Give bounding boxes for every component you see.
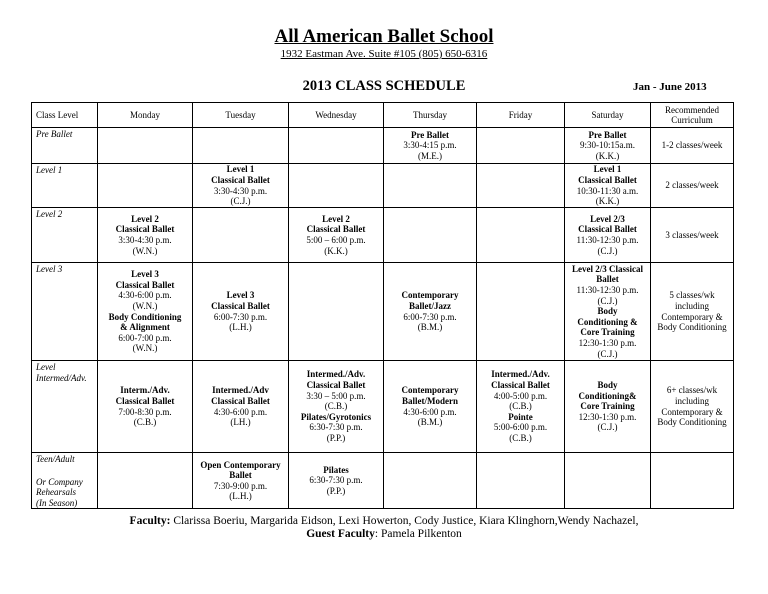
cell-line: 11:30-12:30 p.m. <box>576 285 639 296</box>
cell-line: (C.J.) <box>597 245 618 256</box>
cell-line: Classical Ballet <box>211 395 270 406</box>
cell-line: (C.J.) <box>230 196 251 207</box>
cell-line: (B.M.) <box>417 417 443 428</box>
cell-line: Pilates/Gyrotonics <box>300 411 372 422</box>
schedule-cell <box>289 164 384 208</box>
cell-line: Classical Ballet <box>211 174 270 185</box>
cell-line: (B.M.) <box>417 322 443 333</box>
guest-faculty-line <box>0 528 768 540</box>
cell-line: 11:30-12:30 p.m. <box>576 235 639 245</box>
table-row <box>32 263 734 361</box>
schedule-cell <box>98 208 193 263</box>
cell-line: 5:00-6:00 p.m. <box>493 422 548 433</box>
cell-line: Classical Ballet <box>491 380 550 391</box>
column-header: Monday <box>98 103 193 128</box>
cell-line: 6:00-7:30 p.m. <box>403 311 457 322</box>
table-row <box>32 128 734 164</box>
cell-line: Pre Ballet <box>588 129 627 140</box>
cell-line: 6:30-7:30 p.m. <box>309 475 363 486</box>
schedule-cell <box>384 453 477 509</box>
cell-line: 3:30-4:30 p.m. <box>213 185 268 196</box>
cell-line: Pre Ballet <box>410 129 450 140</box>
guest-faculty-names: : Pamela Pilkenton <box>374 528 462 540</box>
schedule-title: 2013 CLASS SCHEDULE <box>302 78 466 94</box>
class-level-label <box>36 465 96 477</box>
curriculum-cell <box>651 208 734 263</box>
cell-line: Classical Ballet <box>115 224 175 235</box>
cell-line: Conditioning & <box>577 316 638 327</box>
schedule-cell <box>98 361 193 453</box>
schedule-cell <box>565 164 651 208</box>
curriculum-cell <box>651 263 734 361</box>
table-row <box>32 164 734 208</box>
cell-line: Body Conditioning <box>657 417 727 428</box>
schedule-cell <box>193 208 289 263</box>
cell-line: Contemporary <box>401 290 459 301</box>
schedule-cell <box>384 164 477 208</box>
class-level-label: Teen/Adult <box>36 454 75 464</box>
schedule-cell <box>477 263 565 361</box>
schedule-cell <box>477 361 565 453</box>
cell-line: Ballet/Jazz <box>409 300 451 311</box>
schedule-cell <box>98 164 193 208</box>
cell-line: Ballet/Modern <box>402 395 458 406</box>
school-title: All American Ballet School <box>274 26 494 47</box>
cell-line: Classical Ballet <box>115 279 175 290</box>
cell-line: (P.P.) <box>326 485 346 496</box>
curriculum-cell <box>651 453 734 509</box>
column-header: Tuesday <box>193 103 289 128</box>
cell-line: Classical Ballet <box>115 395 175 406</box>
schedule-cell <box>565 263 651 361</box>
cell-line: (K.K.) <box>324 245 348 256</box>
cell-line: Interm./Adv. <box>120 385 170 396</box>
schedule-cell <box>193 164 289 208</box>
cell-line: Intermed./Adv <box>212 385 269 396</box>
class-level-label: Level 1 <box>36 165 63 175</box>
cell-line: (C.B.) <box>133 417 157 428</box>
column-header: Thursday <box>384 103 477 128</box>
cell-line: 9:30-10:15a.m. <box>580 140 635 151</box>
cell-line: 6:30-7:30 p.m. <box>309 422 363 433</box>
cell-line: Classical Ballet <box>306 224 366 235</box>
class-level-label: Intermed/Adv. <box>36 372 87 383</box>
cell-line: Level 1 <box>593 164 622 175</box>
cell-line: (M.E.) <box>418 150 442 161</box>
cell-line: Classical Ballet <box>578 174 637 185</box>
schedule-cell <box>289 453 384 509</box>
schedule-cell <box>193 453 289 509</box>
cell-line: Pointe <box>508 411 533 422</box>
cell-line: (L.H.) <box>229 322 252 333</box>
schedule-cell <box>565 208 651 263</box>
column-header-line: Recommended Curriculum <box>665 105 719 125</box>
cell-line: (C.J.) <box>597 348 618 359</box>
cell-line: Level 2/3 Classical <box>572 263 643 274</box>
cell-line: Body Conditioning <box>108 311 182 322</box>
schedule-cell <box>565 128 651 164</box>
class-level-label: (In Season) <box>36 497 78 508</box>
cell-line: 7:30-9:00 p.m. <box>213 480 268 491</box>
curriculum-cell <box>651 164 734 208</box>
faculty-names: Clarissa Boeriu, Margarida Eidson, Lexi Howerton, Cody Justice, Kiara Klinghorn,Wendy Nachazel, <box>170 515 639 527</box>
cell-line: Level 3 <box>226 290 255 301</box>
cell-line: Contemporary <box>401 385 459 396</box>
class-level-cell <box>32 361 98 453</box>
schedule-cell <box>98 263 193 361</box>
class-level-label: Level <box>36 362 56 372</box>
table-row <box>32 208 734 263</box>
cell-line: 6:00-7:00 p.m. <box>118 332 172 343</box>
schedule-cell <box>565 361 651 453</box>
schedule-cell <box>98 453 193 509</box>
cell-line: 4:30-6:00 p.m. <box>213 406 268 417</box>
cell-line: (W.N.) <box>132 245 158 256</box>
cell-line: 7:00-8:30 p.m. <box>118 406 172 417</box>
cell-line: Intermed./Adv. <box>306 369 366 380</box>
cell-line: (W.N.) <box>132 343 158 354</box>
schedule-cell <box>477 164 565 208</box>
class-level-cell <box>32 128 98 164</box>
cell-line: (LH.) <box>230 417 251 428</box>
cell-line: 6+ classes/wk <box>666 385 718 396</box>
cell-line: 3:30 – 5:00 p.m. <box>306 390 366 401</box>
cell-line: 4:30-6:00 p.m. <box>403 406 457 417</box>
cell-line: (C.J.) <box>597 422 618 433</box>
cell-line: 3 classes/week <box>665 229 719 240</box>
cell-line: Ballet <box>229 470 252 481</box>
class-level-label: Rehearsals <box>36 487 76 498</box>
cell-line: 4:00-5:00 p.m. <box>493 390 548 401</box>
column-header: Saturday <box>565 103 651 128</box>
cell-line: 3:30-4:30 p.m. <box>118 235 172 245</box>
column-header: Wednesday <box>289 103 384 128</box>
cell-line: 12:30-1:30 p.m. <box>578 337 637 348</box>
cell-line: Classical Ballet <box>578 224 637 235</box>
cell-line: (K.K.) <box>595 196 620 207</box>
class-level-label: Or Company <box>36 476 83 487</box>
cell-line: Body Conditioning <box>657 322 727 333</box>
schedule-cell <box>384 263 477 361</box>
guest-faculty-label: Guest Faculty <box>306 528 375 540</box>
schedule-cell <box>384 361 477 453</box>
cell-line: 10:30-11:30 a.m. <box>576 185 639 196</box>
table-row <box>32 453 734 509</box>
cell-line: Level 3 <box>131 269 159 280</box>
schedule-cell <box>384 208 477 263</box>
cell-line: Conditioning& <box>578 390 637 401</box>
cell-line: (W.N.) <box>132 300 158 311</box>
cell-line: Ballet <box>596 274 619 285</box>
cell-line: 1-2 classes/week <box>661 140 723 151</box>
cell-line: Intermed./Adv. <box>491 369 550 380</box>
table-header-row <box>32 103 734 128</box>
cell-line: Core Training <box>580 401 635 412</box>
cell-line: Contemporary & <box>661 406 723 417</box>
cell-line: 4:30-6:00 p.m. <box>118 290 172 301</box>
schedule-cell <box>384 128 477 164</box>
cell-line: Level 2 <box>322 213 350 224</box>
schedule-cell <box>565 453 651 509</box>
schedule-cell <box>289 208 384 263</box>
table-row <box>32 361 734 453</box>
schedule-cell <box>289 263 384 361</box>
cell-line: (K.K.) <box>595 150 620 161</box>
class-level-cell <box>32 453 98 509</box>
schedule-cell <box>193 263 289 361</box>
cell-line: including <box>675 395 709 406</box>
column-header <box>651 103 734 128</box>
cell-line: Core Training <box>580 327 635 338</box>
cell-line: 5:00 – 6:00 p.m. <box>306 235 366 245</box>
class-level-cell <box>32 208 98 263</box>
cell-line: & Alignment <box>120 322 170 333</box>
cell-line: Level 2/3 <box>590 213 625 224</box>
cell-line: 2 classes/week <box>665 180 719 191</box>
class-level-label: Pre Ballet <box>36 129 73 139</box>
faculty-line <box>0 515 768 527</box>
schedule-term: Jan - June 2013 <box>633 81 707 93</box>
schedule-cell <box>477 128 565 164</box>
cell-line: 3:30-4:15 p.m. <box>403 140 457 151</box>
cell-line: Open Contemporary <box>200 459 281 470</box>
school-address: 1932 Eastman Ave. Suite #105 (805) 650-6316 <box>280 48 488 60</box>
cell-line: (C.B.) <box>509 401 532 412</box>
curriculum-cell <box>651 128 734 164</box>
cell-line: Contemporary & <box>661 311 723 322</box>
schedule-cell <box>289 128 384 164</box>
cell-line: Body <box>597 380 618 391</box>
schedule-cell <box>477 453 565 509</box>
cell-line: (C.B.) <box>324 401 348 412</box>
cell-line: 5 classes/wk <box>669 290 715 301</box>
cell-line: Level 2 <box>131 213 159 224</box>
cell-line: (C.J.) <box>597 295 618 306</box>
schedule-cell <box>193 128 289 164</box>
cell-line: (L.H.) <box>229 491 252 502</box>
curriculum-cell <box>651 361 734 453</box>
cell-line: Pilates <box>323 464 349 475</box>
cell-line: Classical Ballet <box>306 380 366 391</box>
faculty-label: Faculty: <box>129 515 171 527</box>
cell-line: including <box>675 300 709 311</box>
schedule-cell <box>477 208 565 263</box>
cell-line: Body <box>597 306 618 317</box>
class-level-label: Level 3 <box>36 264 63 274</box>
column-header: Class Level <box>32 103 98 128</box>
cell-line: Level 1 <box>226 164 255 175</box>
class-level-label: Level 2 <box>36 209 63 219</box>
class-level-cell <box>32 263 98 361</box>
column-header: Friday <box>477 103 565 128</box>
cell-line: (C.B.) <box>509 432 532 443</box>
schedule-cell <box>193 361 289 453</box>
cell-line: Classical Ballet <box>211 300 270 311</box>
cell-line: (P.P.) <box>326 432 346 443</box>
cell-line: 6:00-7:30 p.m. <box>213 311 268 322</box>
cell-line: 12:30-1:30 p.m. <box>578 411 637 422</box>
class-level-cell <box>32 164 98 208</box>
schedule-cell <box>98 128 193 164</box>
class-schedule-table <box>31 102 734 509</box>
schedule-cell <box>289 361 384 453</box>
